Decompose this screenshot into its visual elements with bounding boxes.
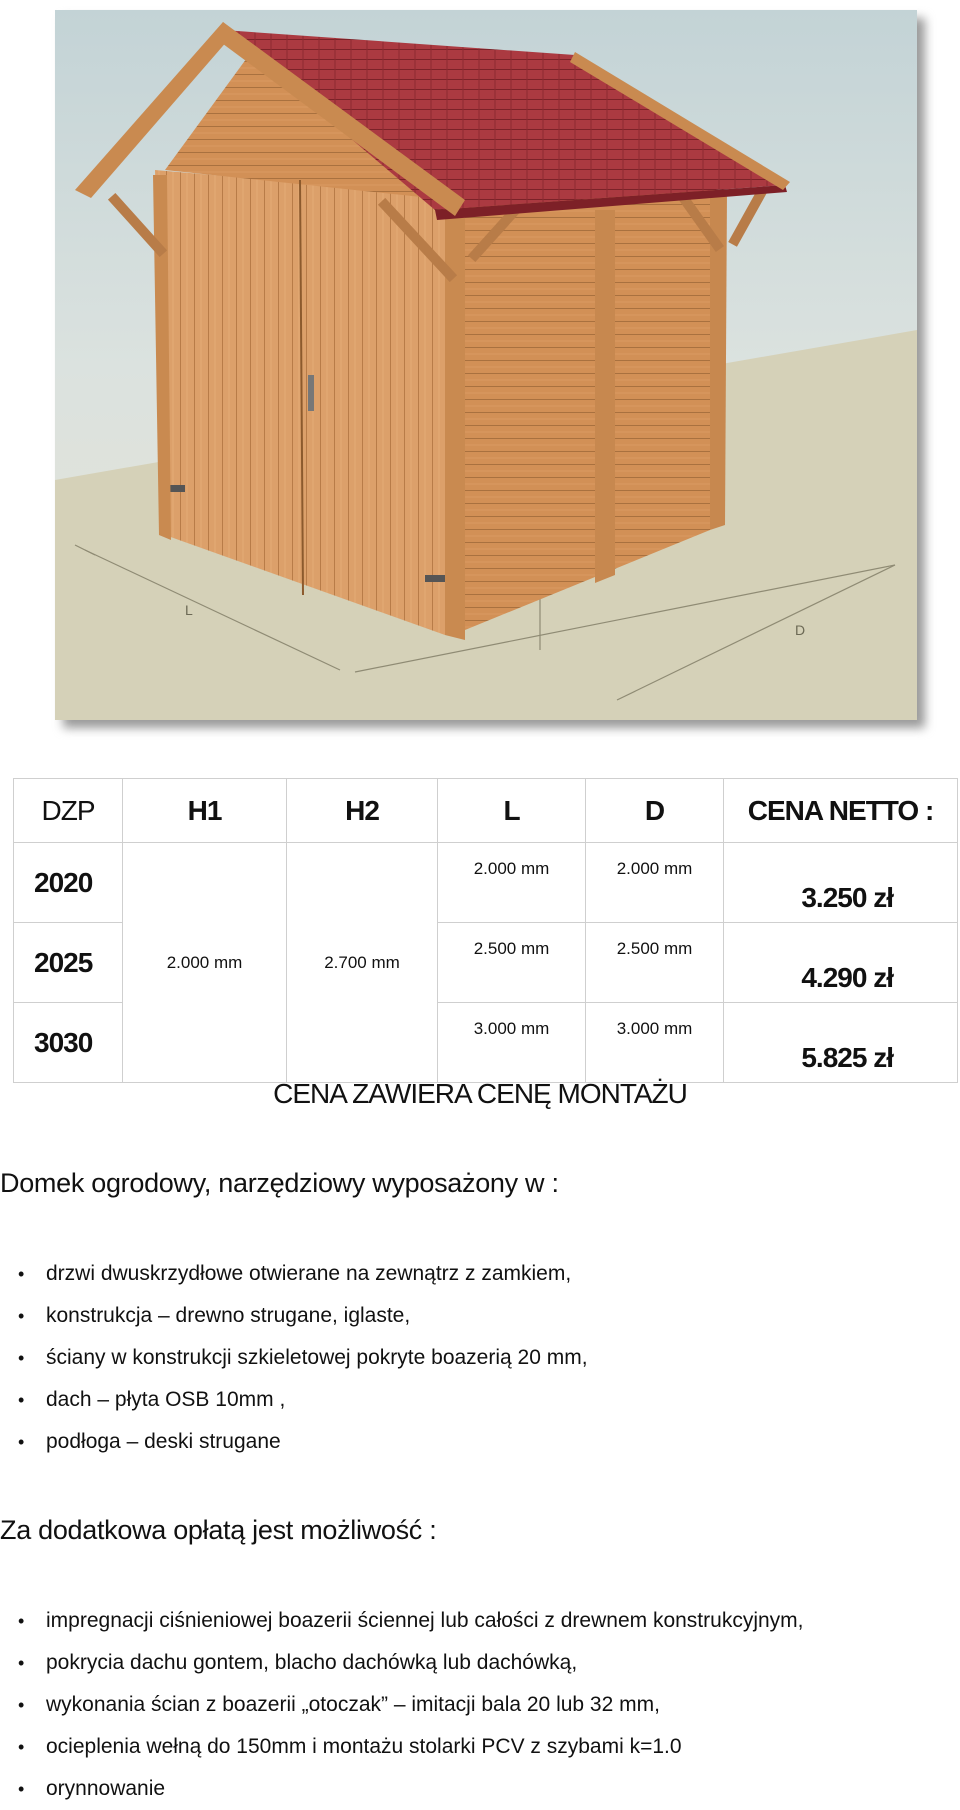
l-cell: 2.500 mm bbox=[438, 923, 586, 1003]
h1-cell: 2.000 mm bbox=[123, 843, 287, 1083]
model-cell: 2020 bbox=[14, 843, 123, 923]
list-item: • pokrycia dachu gontem, blacho dachówką lub dachówką, bbox=[0, 1642, 804, 1684]
door-handle bbox=[308, 375, 314, 411]
bullet: • bbox=[18, 1779, 25, 1799]
price-cell: 5.825 zł bbox=[724, 1003, 958, 1083]
d-cell: 2.500 mm bbox=[586, 923, 724, 1003]
bullet: • bbox=[18, 1611, 25, 1631]
table-header-row bbox=[14, 779, 958, 843]
bullet: • bbox=[18, 1653, 25, 1673]
dimension-label-d: D bbox=[795, 622, 806, 638]
model-cell: 2025 bbox=[14, 923, 123, 1003]
list-item: • ściany w konstrukcji szkieletowej pokryte boazerią 20 mm, bbox=[0, 1337, 588, 1379]
model-cell: 3030 bbox=[14, 1003, 123, 1083]
h2-cell: 2.700 mm bbox=[287, 843, 438, 1083]
bullet: • bbox=[18, 1737, 25, 1757]
bullet: • bbox=[18, 1306, 25, 1326]
extras-title: Za dodatkowa opłatą jest możliwość : bbox=[0, 1515, 437, 1545]
bullet: • bbox=[18, 1390, 25, 1410]
header-d: D bbox=[586, 779, 724, 843]
installation-notice: CENA ZAWIERA CENĘ MONTAŻU bbox=[273, 1078, 687, 1109]
l-cell: 3.000 mm bbox=[438, 1003, 586, 1083]
table-row bbox=[14, 843, 958, 923]
bullet: • bbox=[18, 1695, 25, 1715]
extras-list bbox=[0, 1600, 804, 1810]
price-cell: 3.250 zł bbox=[724, 843, 958, 923]
hinge bbox=[425, 575, 445, 582]
header-l: L bbox=[438, 779, 586, 843]
list-item: • dach – płyta OSB 10mm , bbox=[0, 1379, 588, 1421]
header-dzp: DZP bbox=[14, 779, 123, 843]
price-cell: 4.290 zł bbox=[724, 923, 958, 1003]
equipment-list bbox=[0, 1253, 588, 1463]
header-h1: H1 bbox=[123, 779, 287, 843]
header-h2: H2 bbox=[287, 779, 438, 843]
bullet: • bbox=[18, 1348, 25, 1368]
bullet: • bbox=[18, 1264, 25, 1284]
list-item: • drzwi dwuskrzydłowe otwierane na zewnątrz z zamkiem, bbox=[0, 1253, 588, 1295]
list-item: • ocieplenia wełną do 150mm i montażu stolarki PCV z szybami k=1.0 bbox=[0, 1726, 804, 1768]
d-cell: 3.000 mm bbox=[586, 1003, 724, 1083]
header-price: CENA NETTO : bbox=[724, 779, 958, 843]
list-item: • konstrukcja – drewno strugane, iglaste, bbox=[0, 1295, 588, 1337]
side-post bbox=[595, 210, 615, 583]
bullet: • bbox=[18, 1432, 25, 1452]
list-item: • impregnacji ciśnieniowej boazerii ściennej lub całości z drewnem konstrukcyjnym, bbox=[0, 1600, 804, 1642]
dimension-label-l: L bbox=[185, 602, 193, 618]
list-item: • orynnowanie bbox=[0, 1768, 804, 1810]
price-table bbox=[13, 778, 958, 1083]
equipment-title: Domek ogrodowy, narzędziowy wyposażony w : bbox=[0, 1168, 559, 1198]
list-item: • podłoga – deski strugane bbox=[0, 1421, 588, 1463]
d-cell: 2.000 mm bbox=[586, 843, 724, 923]
shed-illustration bbox=[55, 10, 917, 720]
list-item: • wykonania ścian z boazerii „otoczak” – imitacji bala 20 lub 32 mm, bbox=[0, 1684, 804, 1726]
l-cell: 2.000 mm bbox=[438, 843, 586, 923]
